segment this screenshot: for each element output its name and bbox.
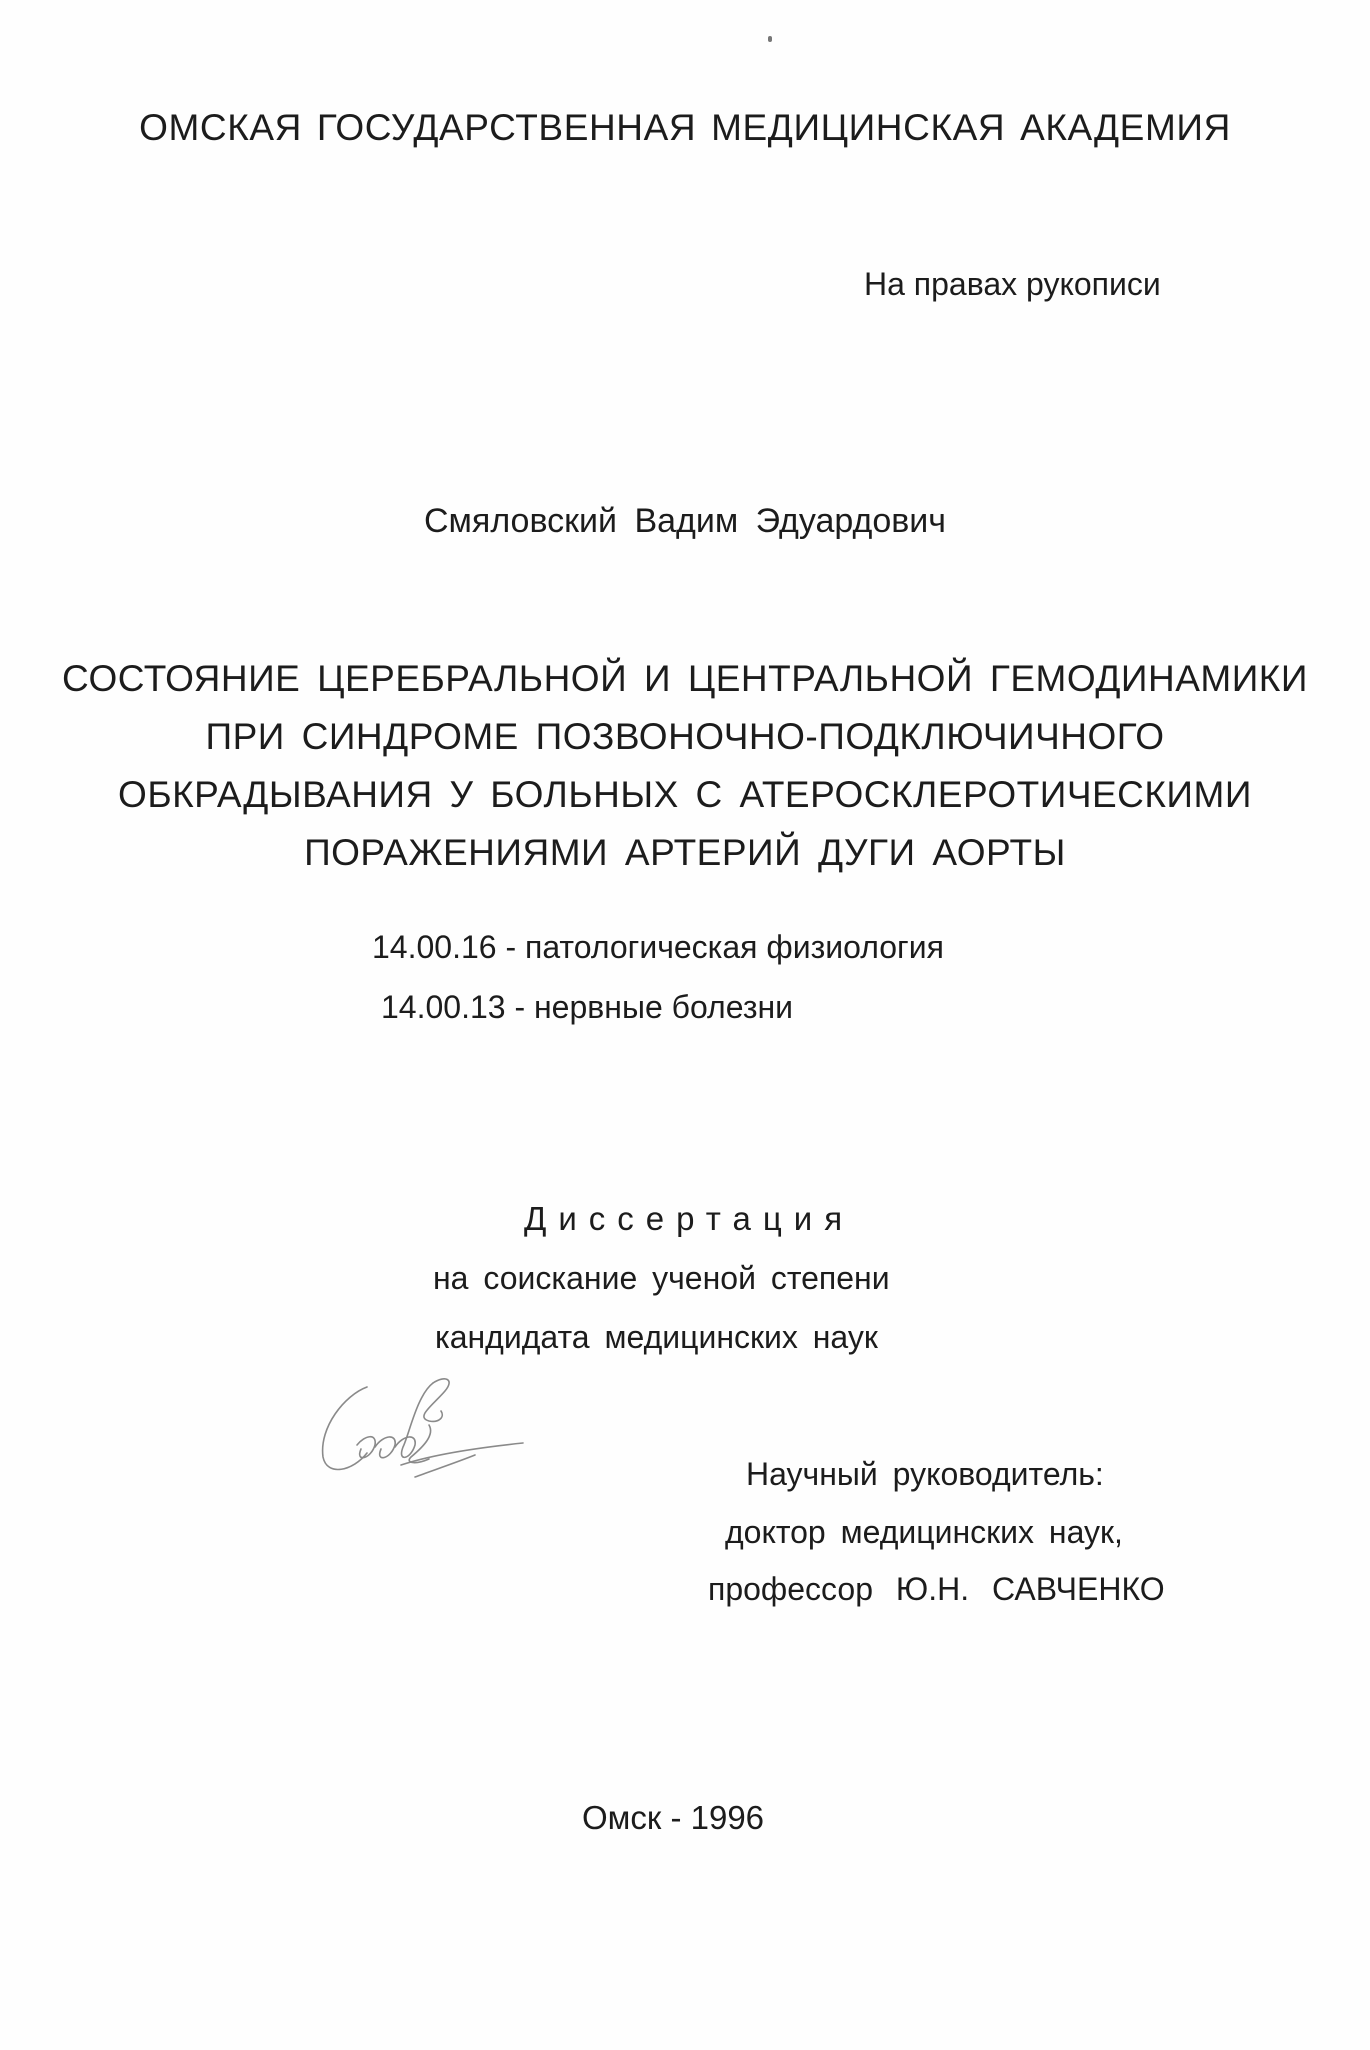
title-line: СОСТОЯНИЕ ЦЕРЕБРАЛЬНОЙ И ЦЕНТРАЛЬНОЙ ГЕМОДИНАМИКИ — [62, 658, 1308, 699]
author-name: Смяловский Вадим Эдуардович — [423, 502, 946, 540]
title-line: ОБКРАДЫВАНИЯ У БОЛЬНЫХ С АТЕРОСКЛЕРОТИЧЕСКИМИ — [118, 774, 1252, 815]
degree-purpose: на соискание ученой степени — [433, 1260, 890, 1296]
degree-name: кандидата медицинских наук — [435, 1319, 878, 1355]
scan-speck — [768, 36, 772, 42]
dissertation-heading: Диссертация — [524, 1200, 855, 1237]
handwritten-signature — [305, 1365, 545, 1505]
title-line: ПОРАЖЕНИЯМИ АРТЕРИЙ ДУГИ АОРТЫ — [304, 832, 1066, 873]
city-year: Омск - 1996 — [582, 1799, 765, 1836]
dissertation-title — [0, 650, 1370, 882]
title-line: ПРИ СИНДРОМЕ ПОЗВОНОЧНО-ПОДКЛЮЧИЧНОГО — [205, 716, 1165, 757]
specialty-code-1: 14.00.16 - патологическая физиология — [372, 929, 944, 965]
supervisor-label: Научный руководитель: — [746, 1456, 1104, 1492]
specialty-code-2: 14.00.13 - нервные болезни — [381, 989, 794, 1025]
supervisor-degree: доктор медицинских наук, — [725, 1514, 1123, 1550]
institution-name: ОМСКАЯ ГОСУДАРСТВЕННАЯ МЕДИЦИНСКАЯ АКАДЕМИЯ — [139, 107, 1231, 148]
supervisor-name: профессор Ю.Н. САВЧЕНКО — [708, 1571, 1165, 1607]
manuscript-note: На правах рукописи — [864, 266, 1161, 302]
